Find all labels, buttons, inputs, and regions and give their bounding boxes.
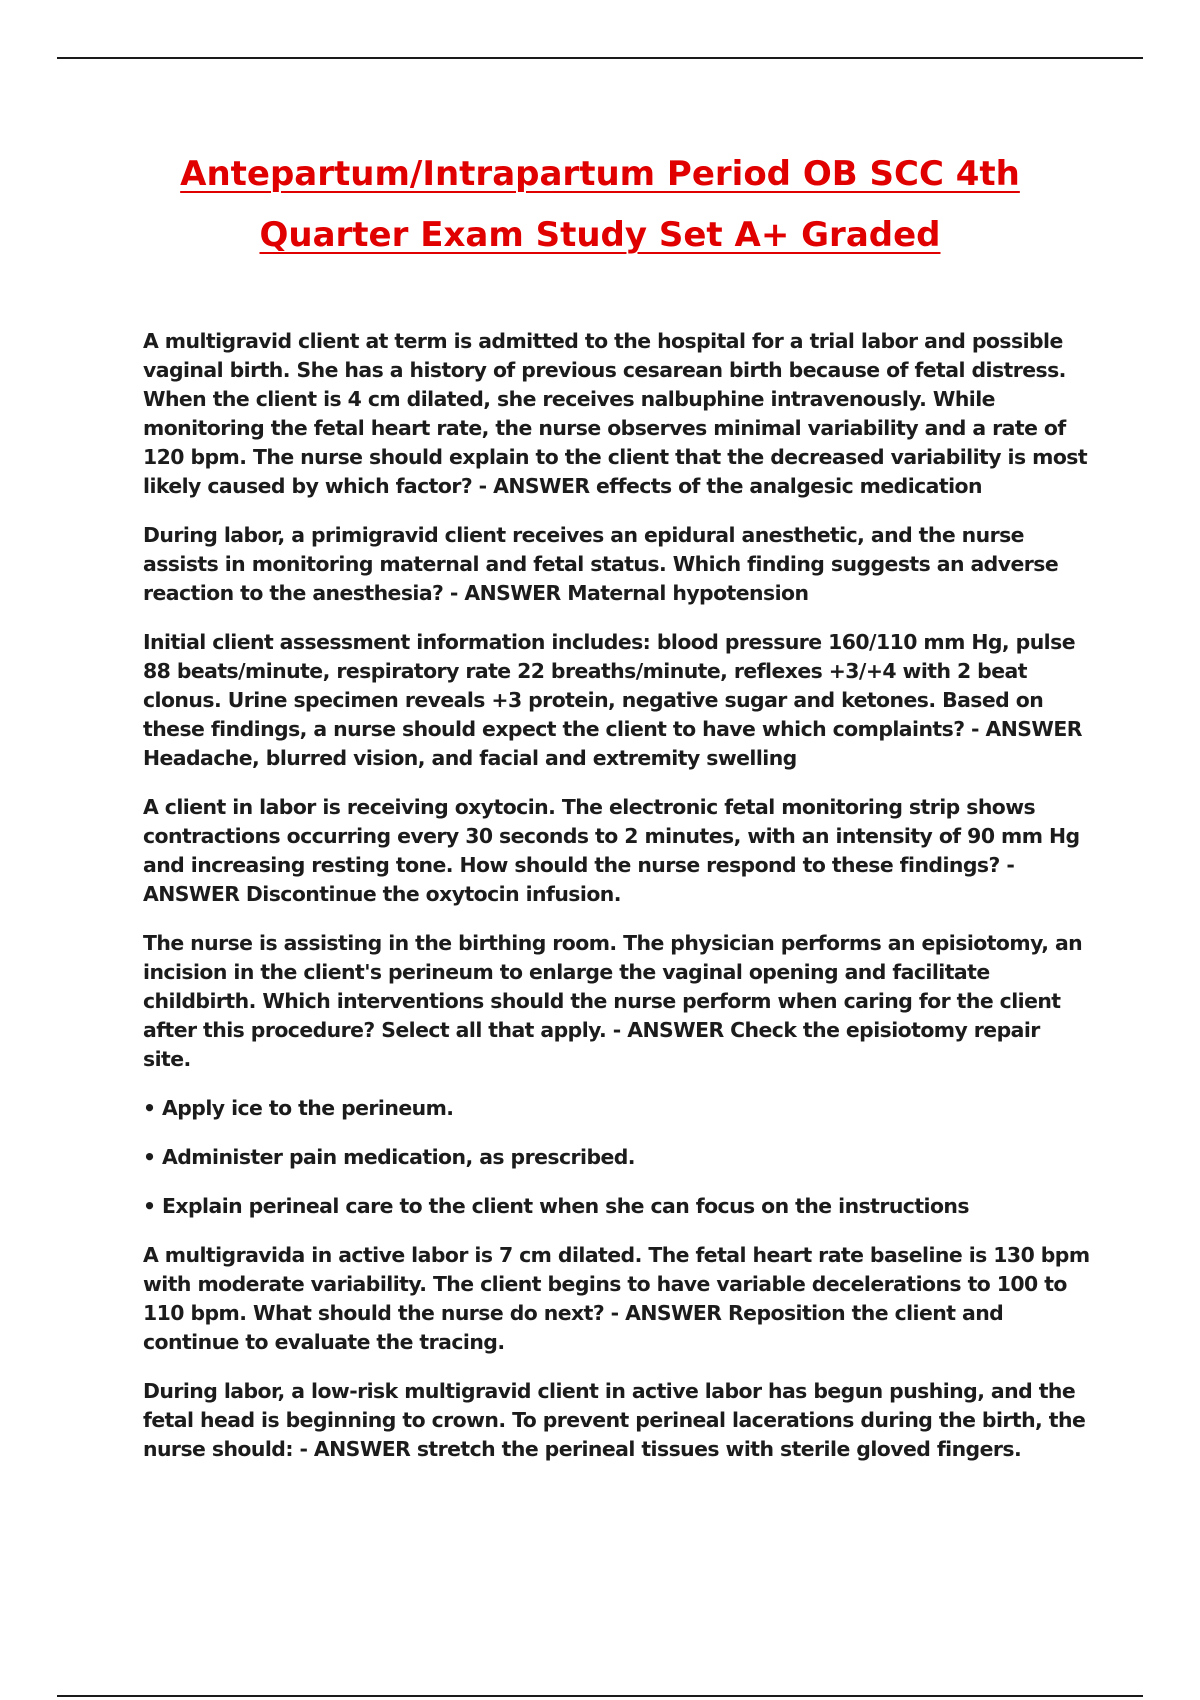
question-paragraph: The nurse is assisting in the birthing room. The physician performs an episiotomy, an incision in the client's perineum to enlarge the vaginal opening and facilitate childbirth. Which interventions should the nurse perform when caring for the client after this procedure? Select all that apply. - ANSWER Check the episiotomy repair site.	[143, 931, 1083, 1071]
answer-bullet: • Explain perineal care to the client when she can focus on the instructions	[143, 1194, 969, 1218]
question-paragraph: Initial client assessment information includes: blood pressure 160/110 mm Hg, pulse 88 beats/minute, respiratory rate 22 breaths/minute, reflexes +3/+4 with 2 beat clonus. Urine specimen reveals +3 protein, negative sugar and ketones. Based on these findings, a nurse should expect the client to have which complaints? - ANSWER Headache, blurred vision, and facial and extremity swelling	[143, 630, 1082, 770]
answer-bullet: • Apply ice to the perineum.	[143, 1096, 454, 1120]
question-paragraph: During labor, a low-risk multigravid client in active labor has begun pushing, and the fetal head is beginning to crown. To prevent perineal lacerations during the birth, the nurse should: - ANSWER stretch the perineal tissues with sterile gloved fingers.	[143, 1379, 1086, 1461]
document-body	[143, 327, 1093, 1484]
question-paragraph: A multigravid client at term is admitted to the hospital for a trial labor and possible vaginal birth. She has a history of previous cesarean birth because of fetal distress. When the client is 4 cm dilated, she receives nalbuphine intravenously. While monitoring the fetal heart rate, the nurse observes minimal variability and a rate of 120 bpm. The nurse should explain to the client that the decreased variability is most likely caused by which factor? - ANSWER effects of the analgesic medication	[143, 329, 1088, 498]
top-rule	[57, 57, 1143, 59]
question-paragraph: A multigravida in active labor is 7 cm dilated. The fetal heart rate baseline is 130 bpm with moderate variability. The client begins to have variable decelerations to 100 to 110 bpm. What should the nurse do next? - ANSWER Reposition the client and continue to evaluate the tracing.	[143, 1243, 1090, 1354]
document-title-line-2: Quarter Exam Study Set A+ Graded	[259, 215, 941, 255]
question-paragraph: During labor, a primigravid client receives an epidural anesthetic, and the nurse assists in monitoring maternal and fetal status. Which finding suggests an adverse reaction to the anesthesia? - ANSWER Maternal hypotension	[143, 523, 1059, 605]
answer-bullet: • Administer pain medication, as prescribed.	[143, 1145, 636, 1169]
document-title-line-1: Antepartum/Intrapartum Period OB SCC 4th	[180, 154, 1020, 194]
question-paragraph: A client in labor is receiving oxytocin. The electronic fetal monitoring strip shows contractions occurring every 30 seconds to 2 minutes, with an intensity of 90 mm Hg and increasing resting tone. How should the nurse respond to these findings? - ANSWER Discontinue the oxytocin infusion.	[143, 795, 1080, 906]
document-title	[100, 144, 1100, 266]
bottom-rule	[57, 1695, 1143, 1697]
